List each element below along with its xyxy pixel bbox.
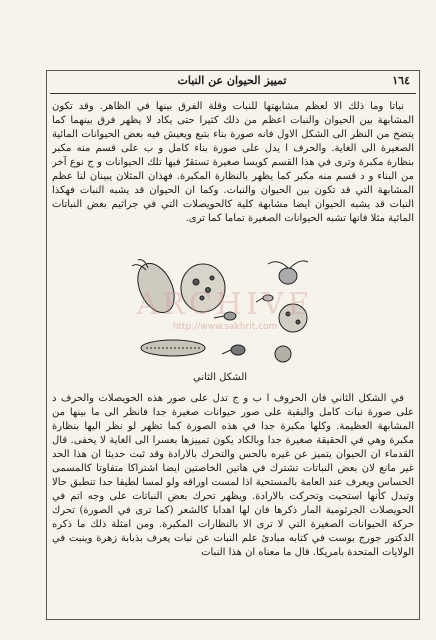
page-number: ١٦٤ [392, 74, 410, 87]
figure-caption: الشكل الثاني [192, 372, 248, 383]
page-header [46, 72, 418, 92]
paragraph-text: في الشكل الثاني فان الحروف ا ب و ج تدل على صور هذه الحويصلات والحرف د على صورة نبات كامل والبقية على صور حيوانات صغيرة جدا فانظر الى ما بينها من المشابهة العظيمة. وكلها مكبرة جدا في هذه الصورة كما تظهر لو نظر اليها بنظارة مكبرة وهي في الحقيقة صغيرة جدا وبالكاد يكون تمييزها بعسرا الى الغاية لا يخفى. قال القدماء ان الحيوان يتميز عن غيره بالحس والتحرك بالارادة وقد ثبت حديثا ان هذا الحد غير مانع لان بعض النباتات تشترك في هاتين الخاصتين ايضا اشتراكا متفاوتا كالمسمى الحساس ويعرف عند العامة بالمستحية اذا لمست اوراقه ولو لمسا لطيفا جدا تنطبق حالا وتبدل كأنها استحيت وتحركت بالارادة. ويظهر تحرك بعض النباتات على وجه اتم في الحويصلات الجرثومية المار ذكرها فان لها اهدابا كالشعر (كما ترى في الصورة) تحرك حركة الحيوانات الصغيرة التي لا ترى الا بالنظارات المكبرة. ومن امثلة ذلك ما ذكره الدكتور جورج بوست في كتابه مبادئ علم النبات عن نبات يعرف بذبابة زهرة وينبت في الولايات المتحدة بامريكا. قال ما معناه ان هذا النبات [52, 393, 414, 558]
figure-illustration [118, 258, 318, 370]
watermark-logo: ARCHIVE [136, 287, 314, 322]
header-rule [50, 93, 416, 94]
organism-b [181, 264, 225, 312]
organism-c [224, 312, 236, 320]
organism-d [263, 295, 273, 301]
organism-e [279, 268, 297, 284]
running-title: تمييز الحيوان عن النبات [177, 74, 287, 87]
paragraph-text: نباتا وما ذلك الا لعظم مشابهتها للنبات وقلة الفرق بينها في الظاهر. وقد تكون المشابهة بين الحيوان والنبات اعظم من ذلك كثيرا حتى يكاد لا يظهر فرق بينهما كما يتضح من النظر الى الشكل الاول فانه صورة بناء بتبع ويعيش فيه بعض الحيوانات المائية الصغيرة الى الغاية. والحرف ا يدل على صورة بناء كامل و ب على قسم منه مكبر بنظارة مكبرة وترى في هذا القسم كويسا صغيرة تستقرّ فيها تلك الحيوانات و ج نوع آخر من البناء و د قسم منه مكبر كما يظهر بالنظارة المكبرة. فهذان المثلان يبينان لنا عظم المشابهة التي قد تكون بين الحيوان والنبات. وكما ان الحيوان قد يشبه النبات فهكذا النبات قد يشبه الحيوان ايضا مشابهة كلية كالحويصلات التي في جراثيم بعض النباتات المائية مثلا فانها تشبه الحيوانات الصغيرة تماما كما ترى. [52, 101, 414, 224]
body-paragraph-1 [52, 100, 414, 250]
organism-f [279, 304, 307, 332]
body-paragraph-2 [52, 392, 414, 614]
organism-a [131, 258, 182, 318]
organism-i [275, 346, 291, 362]
organism-h [231, 345, 245, 355]
watermark-url: http://www.sakhrit.com [172, 322, 278, 332]
microorganisms-drawing [118, 258, 318, 370]
